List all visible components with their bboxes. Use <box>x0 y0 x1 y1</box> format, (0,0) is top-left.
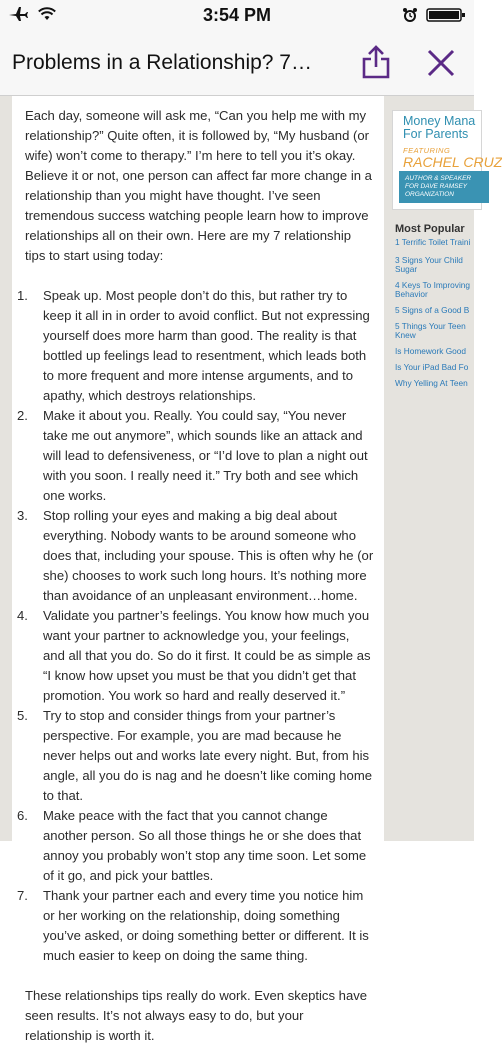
list-item: 4. Validate you partner’s feelings. You know how much you want your partner to acknowledge you, your feelings, and all that you do. So do it first. It could be as simple as “I know how upset you must be that you didn’t get that promotion. You work so hard and really deserved it.” <box>17 608 371 703</box>
article-intro: Each day, someone will ask me, “Can you help me with my relationship?” Quite often, it is followed by, “My husband (or wife) won’t come to therapy.” I’m here to tell you it’s okay. Believe it or not, one person can affect far more change in a relationship than you might have thought. I’ve seen tremendous success watching people learn how to improve relationships all on their own. Here are my 7 relationship tips to start using today: <box>25 108 372 263</box>
popular-link[interactable]: Behavior <box>395 289 428 299</box>
list-item: 6. Make peace with the fact that you cannot change another person. So all those things he or she does that annoy you probably won’t stop any time soon. Let some of it go, and pick your battles. <box>17 808 367 883</box>
list-item: 3. Stop rolling your eyes and making a big deal about everything. Nobody wants to be around someone who does that, including your spouse. This is often why he (or she) chooses to work such long hours. It’s nothing more than avoidance of an unpleasant environment…home. <box>17 508 374 603</box>
close-icon <box>424 46 458 80</box>
navigation-bar <box>0 30 474 96</box>
list-item: 7. Thank your partner each and every time you notice him or her working on the relationship, doing something you’ve asked, or doing something better or different. It is much easier to keep on doing the same thing. <box>17 888 369 963</box>
status-bar <box>0 0 474 30</box>
ad-title: Money Mana For Parents <box>403 114 476 141</box>
advertisement-banner[interactable] <box>392 110 502 210</box>
article-outro: These relationships tips really do work. Even skeptics have seen results. It’s not always easy to do, but your relationship is worth it. <box>25 988 368 1043</box>
share-icon <box>360 44 392 80</box>
share-button[interactable] <box>360 44 392 80</box>
close-button[interactable] <box>424 46 458 80</box>
ad-featuring: FEATURING <box>403 146 451 155</box>
alarm-icon <box>402 7 418 28</box>
popular-link[interactable]: 5 Signs of a Good B <box>395 305 470 315</box>
popular-link[interactable]: 3 Signs Your Child <box>395 255 463 265</box>
status-time: 3:54 PM <box>202 5 272 25</box>
popular-link[interactable]: Sugar <box>395 264 418 274</box>
list-item: 2. Make it about you. Really. You could say, “You never take me out anymore”, which sounds like an attack and will lead to defensiveness, or “I’d love to plan a night out with you soon. I really need it.” Try both and see which one works. <box>17 408 368 503</box>
ad-name: RACHEL CRUZ <box>403 154 502 170</box>
popular-link[interactable]: Knew <box>395 330 416 340</box>
sidebar <box>392 96 502 841</box>
page-title: Problems in a Relationship? 7… <box>12 51 312 74</box>
status-right <box>402 7 466 28</box>
most-popular-list <box>395 238 485 388</box>
popular-link[interactable]: 5 Things Your Teen <box>395 321 466 331</box>
list-item: 1. Speak up. Most people don’t do this, but rather try to keep it all in in order to avoid conflict. But not expressing yourself does more harm than good. The reality is that bottled up feelings lead to resentment, which leads both to more frequent and more intense arguments, and to apathy, which destroys relationships. <box>17 288 370 403</box>
battery-icon <box>426 7 466 28</box>
popular-link[interactable]: Is Your iPad Bad Fo <box>395 362 469 372</box>
list-item: 5. Try to stop and consider things from your partner’s perspective. For example, you are mad because he never helps out and works late every night. But, from his angle, all you do is nag and he doesn’t like coming home to that. <box>17 708 373 803</box>
most-popular-heading: Most Popular <box>395 223 465 235</box>
popular-link[interactable]: 1 Terrific Toilet Traini <box>395 237 471 247</box>
ad-band: AUTHOR & SPEAKER FOR DAVE RAMSEY ORGANIZATION <box>399 171 489 203</box>
popular-link[interactable]: Is Homework Good <box>395 346 467 356</box>
popular-link[interactable]: 4 Keys To Improving <box>395 280 471 290</box>
web-content[interactable] <box>0 96 502 1043</box>
tips-list <box>17 286 374 966</box>
popular-link[interactable]: Why Yelling At Teen <box>395 378 468 388</box>
article <box>12 96 384 1043</box>
